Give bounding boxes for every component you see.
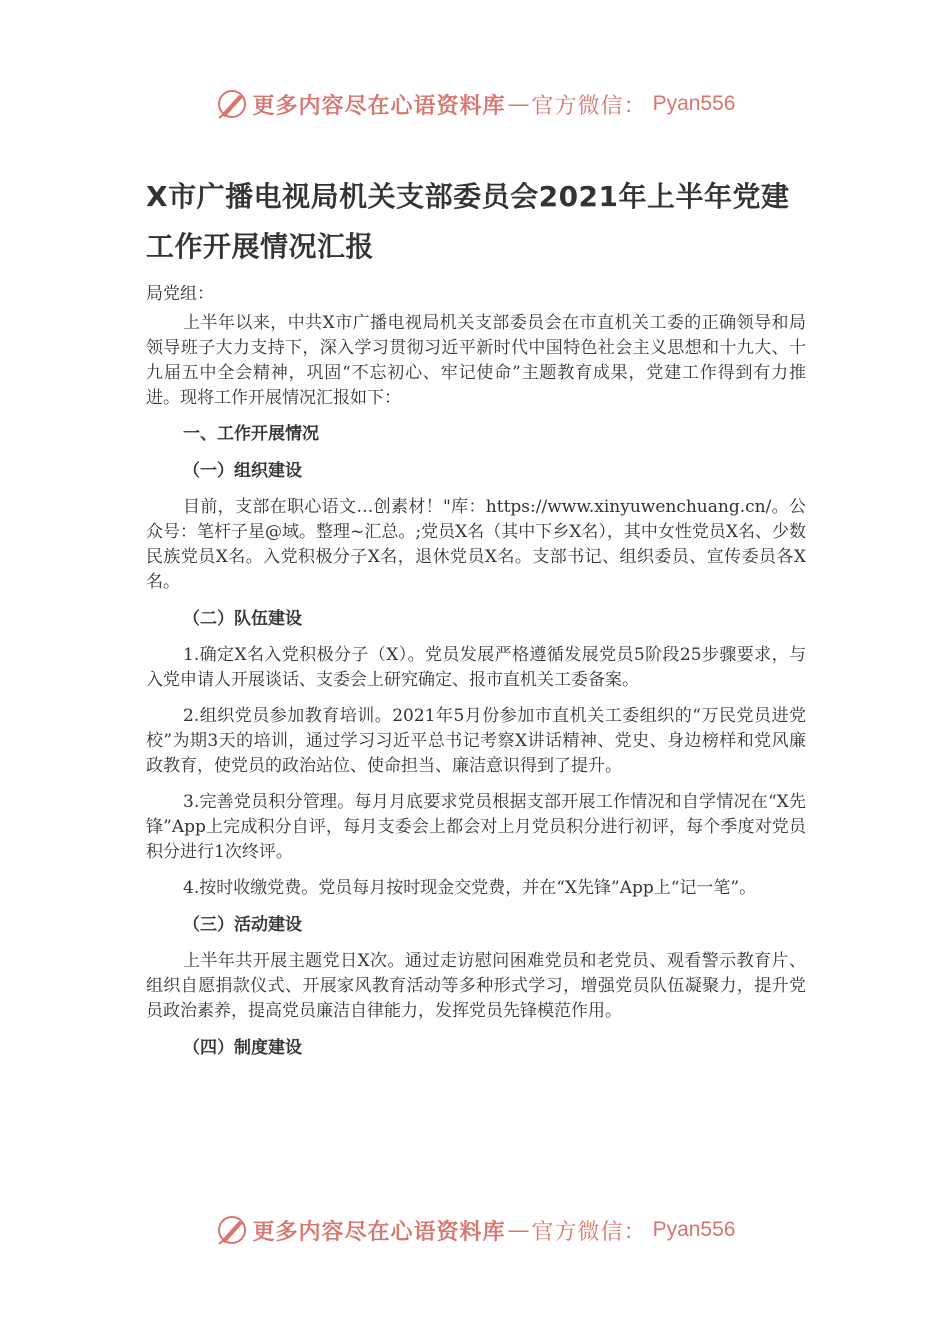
team-item-3: 3.完善党员积分管理。每月月底要求党员根据支部开展工作情况和自学情况在“X先锋”App上完成积分自评，每月支委会上都会对上月党员积分进行初评，每个季度对党员积分进行1次终评。: [146, 792, 806, 862]
subheading-team: （二）队伍建设: [183, 609, 302, 629]
document-body: [146, 172, 806, 1061]
banner-label: 官方微信：: [531, 93, 647, 119]
subheading-system: （四）制度建设: [183, 1038, 302, 1058]
banner-separator: —: [507, 1217, 530, 1243]
pen-logo-icon: [215, 87, 249, 121]
banner-text: 更多内容尽在心语资料库: [252, 92, 506, 119]
banner-wechat-id: Pyan556: [652, 1218, 736, 1241]
document-title: X市广播电视局机关支部委员会2021年上半年党建工作开展情况汇报: [146, 180, 790, 263]
team-item-4: 4.按时收缴党费。党员每月按时现金交党费，并在“X先锋”App上“记一笔”。: [183, 878, 757, 898]
intro-paragraph: 上半年以来，中共X市广播电视局机关支部委员会在市直机关工委的正确领导和局领导班子大力支持下，深入学习贯彻习近平新时代中国特色社会主义思想和十九大、十九届五中全会精神，巩固“不忘初心、牢记使命”主题教育成果，党建工作得到有力推进。现将工作开展情况汇报如下：: [146, 313, 806, 408]
banner-wechat-id: Pyan556: [652, 92, 736, 115]
organization-paragraph: 目前，支部在职心语文…创素材！"库：https://www.xinyuwenchuang.cn/。公众号：笔杆子星@域。整理~汇总。;党员X名（其中下乡X名），其中女性党员X名、少数民族党员X名。入党积极分子X名，退休党员X名。支部书记、组织委员、宣传委员各X名。: [146, 497, 806, 592]
banner-label: 官方微信：: [531, 1219, 647, 1245]
activity-paragraph: 上半年共开展主题党日X次。通过走访慰问困难党员和老党员、观看警示教育片、组织自愿捐款仪式、开展家风教育活动等多种形式学习，增强党员队伍凝聚力，提升党员政治素养，提高党员廉洁自律能力，发挥党员先锋模范作用。: [146, 951, 806, 1021]
watermark-banner-top: [0, 84, 950, 124]
section-heading-1: 一、工作开展情况: [183, 424, 319, 444]
team-item-1: 1.确定X名入党积极分子（X）。党员发展严格遵循发展党员5阶段25步骤要求，与入党申请人开展谈话、支委会上研究确定、报市直机关工委备案。: [146, 645, 806, 690]
pen-logo-icon: [215, 1213, 249, 1247]
banner-text: 更多内容尽在心语资料库: [252, 1218, 506, 1245]
salutation: 局党组：: [146, 284, 214, 304]
banner-separator: —: [507, 91, 530, 117]
subheading-organization: （一）组织建设: [183, 461, 302, 481]
subheading-activity: （三）活动建设: [183, 915, 302, 935]
watermark-banner-bottom: [0, 1210, 950, 1250]
team-item-2: 2.组织党员参加教育培训。2021年5月份参加市直机关工委组织的“万民党员进党校”为期3天的培训，通过学习习近平总书记考察X讲话精神、党史、身边榜样和党风廉政教育，使党员的政治站位、使命担当、廉洁意识得到了提升。: [146, 706, 806, 776]
